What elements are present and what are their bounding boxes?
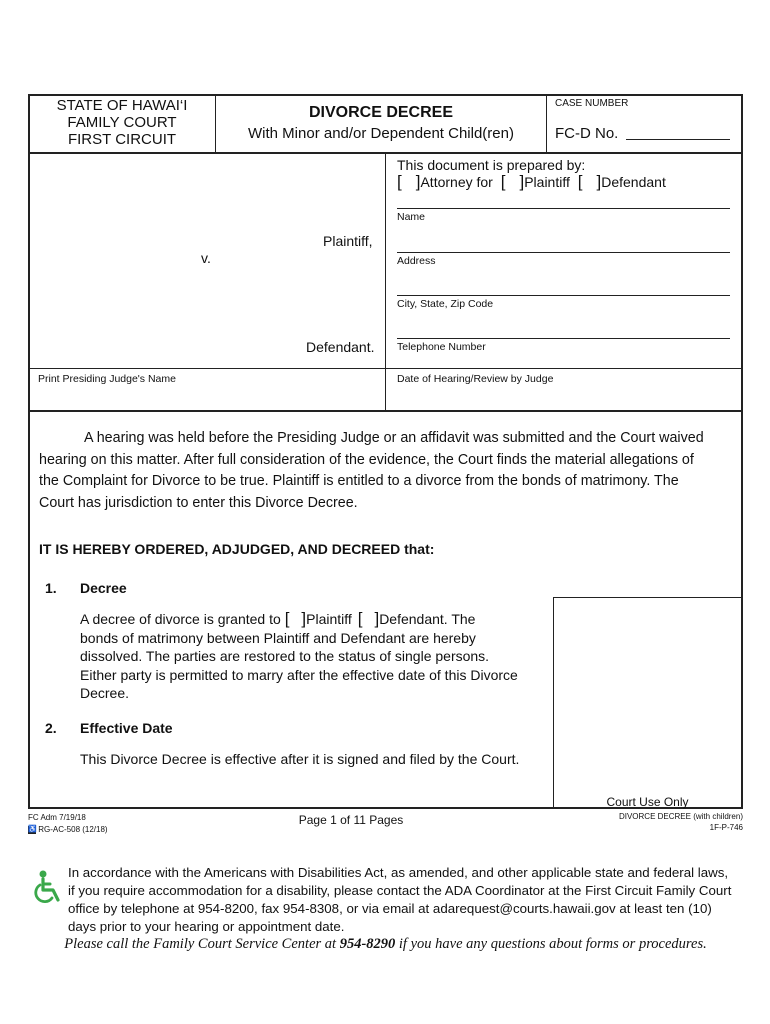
document-title: DIVORCE DECREE — [308, 104, 454, 121]
address-field[interactable] — [397, 252, 730, 253]
ada-line: office by telephone at 954-8200, fax 954-8308, or via email at adarequest@courts.hawaii.gov at least ten (10) — [68, 901, 712, 916]
ada-line: days prior to your hearing or appointment date. — [68, 919, 345, 934]
intro-line: Court has jurisdiction to enter this Divorce Decree. — [39, 494, 358, 511]
court-state: STATE OF HAWAI‘I — [56, 97, 188, 114]
bracket-open: [ — [284, 609, 290, 628]
court-use-only-label: Court Use Only — [606, 795, 689, 809]
prepared-by-options — [397, 172, 666, 192]
fcd-number-field[interactable] — [626, 139, 730, 140]
item1-line: dissolved. The parties are restored to the status of single persons. — [80, 648, 490, 664]
city-state-zip-label: City, State, Zip Code — [397, 298, 494, 310]
item1-line: bonds of matrimony between Plaintiff and Defendant are hereby — [80, 629, 476, 646]
defendant-checkbox[interactable] — [578, 174, 601, 190]
item1-first-line — [80, 610, 538, 629]
intro-line: hearing on this matter. After full consideration of the evidence, the Court finds the material allegations of — [39, 451, 694, 468]
court-use-box — [553, 597, 742, 809]
item1-line: Either party is permitted to marry after the effective date of this Divorce — [80, 666, 518, 683]
attorney-for-label: Attorney for — [420, 174, 493, 190]
header-divider-2 — [546, 95, 547, 153]
item1-number: 1. — [45, 580, 57, 596]
item1-plaintiff-label: Plaintiff — [306, 611, 352, 627]
service-phone: 954-8290 — [339, 936, 396, 952]
ada-line: if you require accommodation for a disability, please contact the ADA Coordinator at the First Circuit Family Court — [68, 883, 732, 898]
item1-defendant-checkbox[interactable] — [358, 611, 379, 627]
hearing-date-label: Date of Hearing/Review by Judge — [397, 373, 554, 385]
judge-name-label: Print Presiding Judge's Name — [38, 373, 176, 385]
rg-code: RG-AC-508 (12/18) — [38, 825, 108, 834]
item2-title: Effective Date — [80, 720, 173, 736]
item1-granted-text: A decree of divorce is granted to — [80, 611, 281, 627]
bracket-close: ] — [301, 609, 307, 628]
ada-notice — [68, 864, 744, 936]
bracket-open: [ — [397, 172, 402, 191]
defendant-label: Defendant. — [306, 339, 375, 355]
ada-line: In accordance with the Americans with Disabilities Act, as amended, and other applicable state and federal laws, — [68, 865, 729, 880]
intro-line: A hearing was held before the Presiding Judge or an affidavit was submitted and the Court waived — [84, 430, 704, 446]
order-heading: IT IS HEREBY ORDERED, ADJUDGED, AND DECREED that: — [39, 541, 435, 557]
ada-wheelchair-icon — [32, 870, 64, 906]
telephone-field[interactable] — [397, 338, 730, 339]
item1-paragraph — [80, 610, 538, 703]
bracket-open: [ — [500, 172, 506, 191]
form-title-footer: DIVORCE DECREE (with children) — [618, 812, 743, 821]
bracket-open: [ — [577, 172, 583, 191]
versus-label: v. — [201, 250, 211, 266]
form-code: FC Adm 7/19/18 — [28, 813, 86, 822]
bracket-close: ] — [596, 172, 602, 191]
item1-line: Decree. — [80, 685, 130, 701]
caption-judge-line — [29, 368, 742, 369]
plaintiff-checkbox[interactable] — [501, 174, 524, 190]
intro-paragraph — [39, 428, 732, 514]
court-name-block — [30, 97, 214, 148]
item1-defendant-label: Defendant. The — [379, 611, 476, 627]
plaintiff-option-label: Plaintiff — [524, 174, 570, 190]
service-text: Please call the Family Court Service Center at — [64, 936, 340, 952]
page-info: Page 1 of 11 Pages — [298, 813, 404, 827]
name-field[interactable] — [397, 208, 730, 209]
attorney-checkbox[interactable] — [397, 174, 420, 190]
fcd-label: FC-D No. — [555, 125, 619, 142]
court-family: FAMILY COURT — [67, 114, 177, 131]
city-state-zip-field[interactable] — [397, 295, 730, 296]
address-label: Address — [397, 255, 436, 267]
telephone-label: Telephone Number — [397, 341, 486, 353]
document-subtitle: With Minor and/or Dependent Child(ren) — [248, 125, 514, 142]
item1-plaintiff-checkbox[interactable] — [285, 611, 306, 627]
item1-title: Decree — [80, 580, 127, 596]
intro-line: the Complaint for Divorce to be true. Plaintiff is entitled to a divorce from the bonds of matrimony. The — [39, 473, 679, 489]
bracket-close: ] — [374, 609, 380, 628]
prepared-by-label: This document is prepared by: — [397, 157, 586, 173]
item2-text: This Divorce Decree is effective after it is signed and filed by the Court. — [80, 751, 520, 767]
name-label: Name — [397, 211, 426, 223]
rg-code-row — [28, 825, 108, 834]
item2-number: 2. — [45, 720, 57, 736]
form-number-footer: 1F-P-746 — [709, 823, 743, 832]
accessibility-small-icon: ♿ — [28, 825, 37, 833]
court-circuit: FIRST CIRCUIT — [67, 131, 177, 148]
caption-divider — [385, 154, 386, 411]
service-text: if you have any questions about forms or procedures. — [395, 936, 707, 952]
plaintiff-label: Plaintiff, — [323, 233, 373, 249]
bracket-close: ] — [415, 172, 421, 191]
bracket-open: [ — [357, 609, 363, 628]
bracket-close: ] — [519, 172, 525, 191]
case-number-label: CASE NUMBER — [555, 98, 629, 109]
service-center-notice — [28, 936, 743, 953]
defendant-option-label: Defendant — [601, 174, 666, 190]
